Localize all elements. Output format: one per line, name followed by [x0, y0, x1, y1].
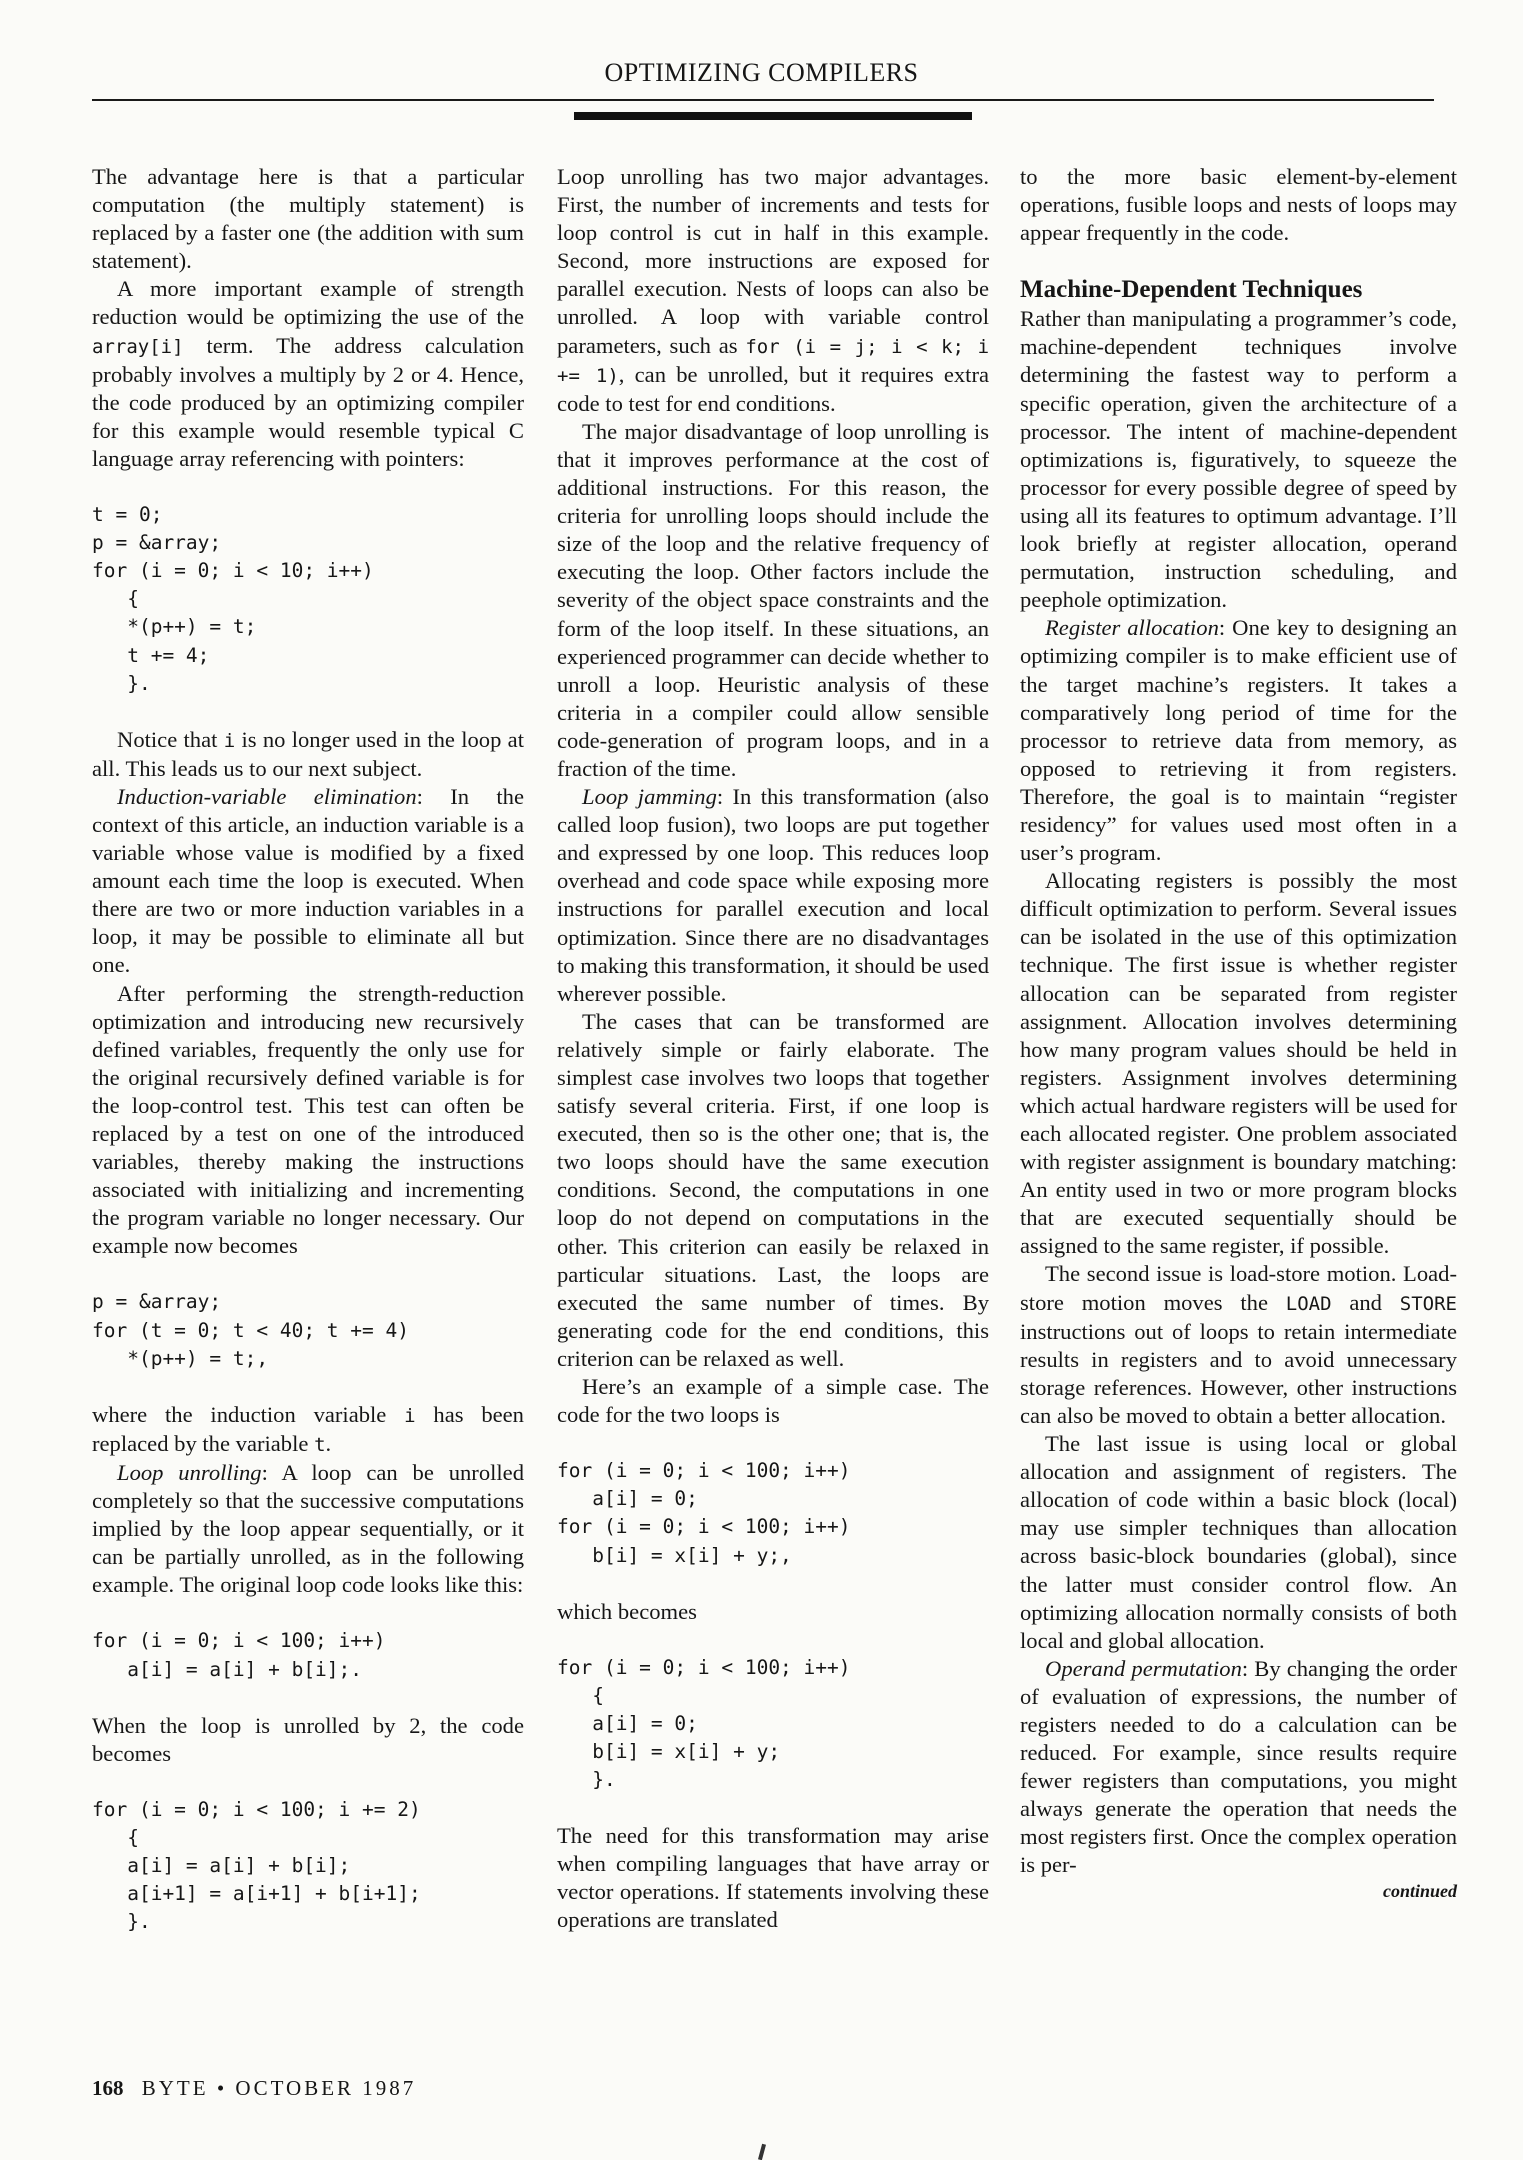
column-2	[557, 163, 989, 1935]
paragraph: The major disadvantage of loop unrolling is that it improves performance at the cost of additional instructions. For this reason, the criteria for unrolling loops should include the size of the loop and the relative frequency of executing the loop. Other factors include the severity of the object space constraints and the form of the loop itself. In these situations, an experienced programmer can decide whether to unroll a loop. Heuristic analysis of these criteria in a compiler could allow sensible code-generation of program loops, and in a fraction of the time.	[557, 418, 989, 781]
inline-code: STORE	[1399, 1292, 1457, 1315]
paragraph: Loop unrolling has two major advantages. First, the number of increments and tests for loop control is cut in half in this example. Second, more instructions are exposed for parallel execution. Nests of loops can also be unrolled. A loop with variable control parameters, such as for (i = j; i < k; i += 1), can be unrolled, but it requires extra code to test for end conditions.	[557, 164, 990, 416]
paragraph: After performing the strength-reduction optimization and introducing new recursively defined variables, frequently the only use for the original recursively defined variable is for the loop-control test. This test can often be replaced by a test on one of the introduced variables, thereby making the instructions associated with initializing and incrementing the program variable no longer necessary. Our example now becomes	[92, 980, 524, 1259]
paragraph: where the induction variable i has been replaced by the variable t.	[92, 1401, 524, 1456]
paragraph: The last issue is using local or global allocation and assignment of registers. The allocation of code within a basic block (local) may use simpler techniques than allocation across basic-block boundaries (global), since the latter must consider control flow. An optimizing allocation normally consists of both local and global allocation.	[1020, 1431, 1457, 1653]
run-in-title: Register allocation	[1045, 615, 1219, 641]
inline-code: i	[223, 729, 236, 752]
code-block: for (i = 0; i < 100; i++) a[i] = 0; for (i = 0; i < 100; i++) b[i] = x[i] + y;,	[557, 1459, 851, 1567]
inline-code: i	[404, 1404, 416, 1427]
print-speck	[758, 2144, 766, 2160]
page-footer	[92, 2076, 416, 2101]
paragraph: Notice that i is no longer used in the loop at all. This leads us to our next subject.	[92, 726, 524, 781]
paragraph: Loop jamming: In this transformation (also called loop fusion), two loops are put together and expressed by one loop. This reduces loop overhead and code space while exposing more instructions for parallel execution and local optimization. Since there are no disadvantages to making this transformation, it should be used wherever possible.	[557, 784, 989, 1006]
page-number: 168	[92, 2076, 124, 2100]
inline-code: for (i = j; i < k; i += 1)	[557, 335, 990, 387]
paragraph: The need for this transformation may arise when compiling languages that have array or vector operations. If statements involving these operations are translated	[557, 1823, 989, 1933]
inline-code: array[i]	[92, 335, 184, 358]
code-block: for (i = 0; i < 100; i += 2) { a[i] = a[i] + b[i]; a[i+1] = a[i+1] + b[i+1]; }.	[92, 1797, 421, 1934]
paragraph: Rather than manipulating a programmer’s code, machine-dependent techniques involve determining the fastest way to perform a specific operation, given the architecture of a processor. The intent of machine-dependent optimizations is, figuratively, to squeeze the processor for every possible degree of speed by using all its features to optimum advantage. I’ll look briefly at register allocation, operand permutation, instruction scheduling, and peephole optimization.	[1020, 306, 1457, 613]
paragraph: Loop unrolling: A loop can be unrolled completely so that the successive computations implied by the loop appear sequentially, or it can be partially unrolled, as in the following example. The original loop code looks like this:	[92, 1459, 525, 1598]
running-header: OPTIMIZING COMPILERS	[604, 58, 919, 87]
run-in-title: Induction-variable elimination	[117, 783, 417, 809]
code-block: t = 0; p = &array; for (i = 0; i < 10; i++) { *(p++) = t; t += 4; }.	[92, 503, 374, 695]
publication-label: BYTE • OCTOBER 1987	[141, 2076, 417, 2100]
paragraph: Operand permutation: By changing the order of evaluation of expressions, the number of registers needed to do a calculation can be reduced. For example, since results require fewer registers than computations, you might always generate the operation that needs the most registers first. Once the complex operation is per-	[1020, 1655, 1457, 1878]
run-in-title: Loop unrolling	[117, 1459, 262, 1485]
code-block: for (i = 0; i < 100; i++) { a[i] = 0; b[i] = x[i] + y; }.	[557, 1655, 851, 1792]
paragraph: Induction-variable elimination: In the context of this article, an induction variable is a variable whose value is modified by a fixed amount each time the loop is executed. When there are two or more induction variables in a loop, it may be possible to eliminate all but one.	[92, 783, 524, 978]
paragraph: The advantage here is that a particular computation (the multiply statement) is replaced by a faster one (the addition with sum statement).	[92, 164, 524, 274]
run-in-title: Operand permutation	[1045, 1655, 1242, 1681]
run-in-title: Loop jamming	[582, 784, 717, 810]
paragraph: Allocating registers is possibly the most difficult optimization to perform. Several issues can be isolated in the use of this optimization technique. The first issue is whether register allocation can be separated from register assignment. Allocation involves determining how many program values should be held in registers. Assignment involves determining which actual hardware registers will be used for each allocated register. One problem associated with register assignment is boundary matching: An entity used in two or more program blocks that are executed sequentially should be assigned to the same register, if possible.	[1020, 868, 1457, 1259]
header-rule	[92, 99, 1434, 101]
section-heading: Machine-Dependent Techniques	[1020, 276, 1363, 304]
code-block: for (i = 0; i < 100; i++) a[i] = a[i] + b[i];.	[92, 1629, 386, 1681]
inline-code: t	[314, 1433, 326, 1456]
inline-code: LOAD	[1285, 1292, 1332, 1315]
paragraph: to the more basic element-by-element operations, fusible loops and nests of loops may appear frequently in the code.	[1020, 164, 1457, 246]
column-3	[1020, 163, 1457, 1902]
paragraph: which becomes	[557, 1598, 697, 1624]
code-block: p = &array; for (t = 0; t < 40; t += 4) *(p++) = t;,	[92, 1290, 409, 1370]
paragraph: Here’s an example of a simple case. The code for the two loops is	[557, 1374, 989, 1428]
continued-label: continued	[1382, 1880, 1457, 1901]
paragraph: A more important example of strength reduction would be optimizing the use of the array[i] term. The address calculation probably involves a multiply by 2 or 4. Hence, the code produced by an optimizing compiler for this example would resemble typical C language array referencing with pointers:	[92, 276, 524, 471]
paragraph: The cases that can be transformed are relatively simple or fairly elaborate. The simplest case involves two loops that together satisfy several criteria. First, if one loop is executed, then so is the other one; that is, the two loops should have the same execution conditions. Second, the computations in one loop do not depend on computations in the other. This criterion can easily be relaxed in particular situations. Last, the loops are executed the same number of times. By generating code for the end conditions, this criterion can be relaxed as well.	[557, 1008, 989, 1371]
column-1	[92, 163, 524, 1964]
paragraph: The second issue is load-store motion. Load-store motion moves the LOAD and STORE instructions out of loops to retain intermediate results in registers and to avoid unnecessary storage references. However, other instructions can also be moved to obtain a better allocation.	[1020, 1261, 1457, 1428]
paragraph: When the loop is unrolled by 2, the code becomes	[92, 1712, 524, 1766]
paragraph: Register allocation: One key to designing an optimizing compiler is to make efficient use of the target machine’s registers. It takes a comparatively long period of time for the processor to retrieve data from memory, as opposed to retrieving it from registers. Therefore, the goal is to maintain “register residency” for values used most often in a user’s program.	[1020, 615, 1457, 866]
header-bar	[574, 112, 972, 120]
